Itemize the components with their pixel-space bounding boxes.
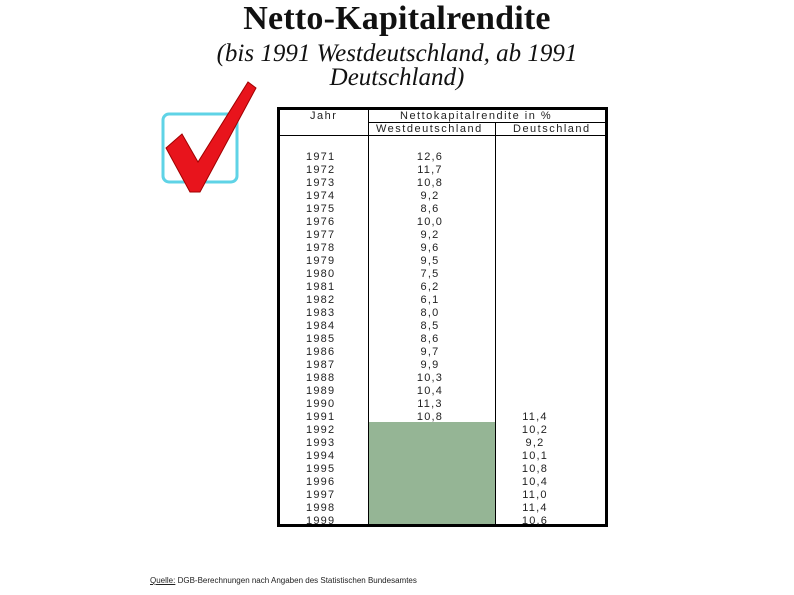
cell-year: 1980 <box>306 268 336 280</box>
data-table <box>277 107 608 527</box>
table-row <box>280 385 605 398</box>
cell-deutschland: 9,2 <box>525 437 545 449</box>
cell-westdeutschland: 6,2 <box>420 281 440 293</box>
cell-year: 1988 <box>306 372 336 384</box>
source-note <box>150 576 417 585</box>
table-row <box>280 281 605 294</box>
cell-year: 1990 <box>306 398 336 410</box>
cell-westdeutschland: 8,0 <box>420 307 440 319</box>
table-row <box>280 333 605 346</box>
cell-westdeutschland: 6,1 <box>420 294 440 306</box>
cell-westdeutschland: 11,7 <box>417 164 443 176</box>
cell-westdeutschland: 8,6 <box>420 203 440 215</box>
cell-year: 1976 <box>306 216 336 228</box>
table-row <box>280 294 605 307</box>
subtitle-line-2: Deutschland) <box>329 64 465 91</box>
table-row <box>280 515 605 528</box>
checkmark-checkbox-icon <box>160 76 270 196</box>
cell-year: 1996 <box>306 476 336 488</box>
cell-westdeutschland: 9,6 <box>420 242 440 254</box>
header-westdeutschland: Westdeutschland <box>376 123 483 135</box>
cell-year: 1992 <box>306 424 336 436</box>
cell-deutschland: 11,4 <box>522 411 548 423</box>
cell-year: 1982 <box>306 294 336 306</box>
cell-westdeutschland: 9,2 <box>420 229 440 241</box>
cell-westdeutschland: 12,6 <box>416 151 444 163</box>
subtitle-line-1: (bis 1991 Westdeutschland, ab 1991 <box>216 40 578 67</box>
table-row <box>280 359 605 372</box>
table-row <box>280 151 605 164</box>
cell-year: 1997 <box>306 489 336 501</box>
cell-year: 1974 <box>306 190 336 202</box>
cell-year: 1985 <box>306 333 336 345</box>
cell-westdeutschland: 9,2 <box>420 190 440 202</box>
table-row <box>280 437 605 450</box>
header-deutschland: Deutschland <box>513 123 591 135</box>
cell-deutschland: 10,8 <box>521 463 549 475</box>
cell-year: 1989 <box>306 385 336 397</box>
cell-year: 1975 <box>306 203 336 215</box>
cell-westdeutschland: 10,0 <box>416 216 444 228</box>
table-row <box>280 229 605 242</box>
cell-year: 1998 <box>306 502 336 514</box>
table-row <box>280 502 605 515</box>
cell-year: 1977 <box>306 229 336 241</box>
table-row <box>280 242 605 255</box>
cell-westdeutschland: 8,6 <box>420 333 440 345</box>
table-row <box>280 164 605 177</box>
cell-westdeutschland: 10,3 <box>416 372 444 384</box>
cell-westdeutschland: 7,5 <box>420 268 440 280</box>
cell-year: 1983 <box>306 307 336 319</box>
cell-westdeutschland: 8,5 <box>420 320 440 332</box>
table-row <box>280 203 605 216</box>
table-row <box>280 177 605 190</box>
cell-deutschland: 11,4 <box>522 502 548 514</box>
table-row <box>280 424 605 437</box>
table-row <box>280 268 605 281</box>
cell-year: 1987 <box>306 359 336 371</box>
cell-year: 1979 <box>306 255 336 267</box>
cell-deutschland: 10,6 <box>521 515 549 527</box>
cell-year: 1994 <box>306 450 336 462</box>
cell-year: 1986 <box>306 346 336 358</box>
table-row <box>280 398 605 411</box>
source-text: DGB-Berechnungen nach Angaben des Statistischen Bundesamtes <box>177 576 417 585</box>
cell-year: 1972 <box>306 164 336 176</box>
table-row <box>280 320 605 333</box>
cell-westdeutschland: 10,8 <box>416 411 444 423</box>
table-row <box>280 346 605 359</box>
table-row <box>280 489 605 502</box>
cell-year: 1973 <box>306 177 336 189</box>
table-row <box>280 372 605 385</box>
cell-deutschland: 10,1 <box>521 450 549 462</box>
cell-year: 1981 <box>306 281 336 293</box>
cell-deutschland: 10,2 <box>521 424 549 436</box>
cell-westdeutschland: 10,4 <box>416 385 444 397</box>
cell-year: 1991 <box>306 411 336 423</box>
table-row <box>280 476 605 489</box>
table-row <box>280 450 605 463</box>
cell-year: 1984 <box>306 320 336 332</box>
source-label: Quelle: <box>150 576 176 585</box>
cell-deutschland: 10,4 <box>521 476 549 488</box>
cell-year: 1995 <box>306 463 336 475</box>
table-row <box>280 307 605 320</box>
cell-year: 1971 <box>306 151 336 163</box>
cell-westdeutschland: 11,3 <box>417 398 443 410</box>
cell-deutschland: 11,0 <box>522 489 548 501</box>
table-row <box>280 411 605 424</box>
header-year: Jahr <box>310 110 338 122</box>
cell-year: 1999 <box>306 515 336 527</box>
cell-westdeutschland: 10,8 <box>416 177 444 189</box>
table-row <box>280 255 605 268</box>
cell-westdeutschland: 9,5 <box>420 255 440 267</box>
page-title: Netto-Kapitalrendite <box>243 0 551 37</box>
table-row <box>280 216 605 229</box>
cell-year: 1978 <box>306 242 336 254</box>
header-group: Nettokapitalrendite in % <box>400 110 553 122</box>
cell-year: 1993 <box>306 437 336 449</box>
cell-westdeutschland: 9,9 <box>420 359 440 371</box>
table-row <box>280 190 605 203</box>
table-row <box>280 463 605 476</box>
cell-westdeutschland: 9,7 <box>420 346 440 358</box>
